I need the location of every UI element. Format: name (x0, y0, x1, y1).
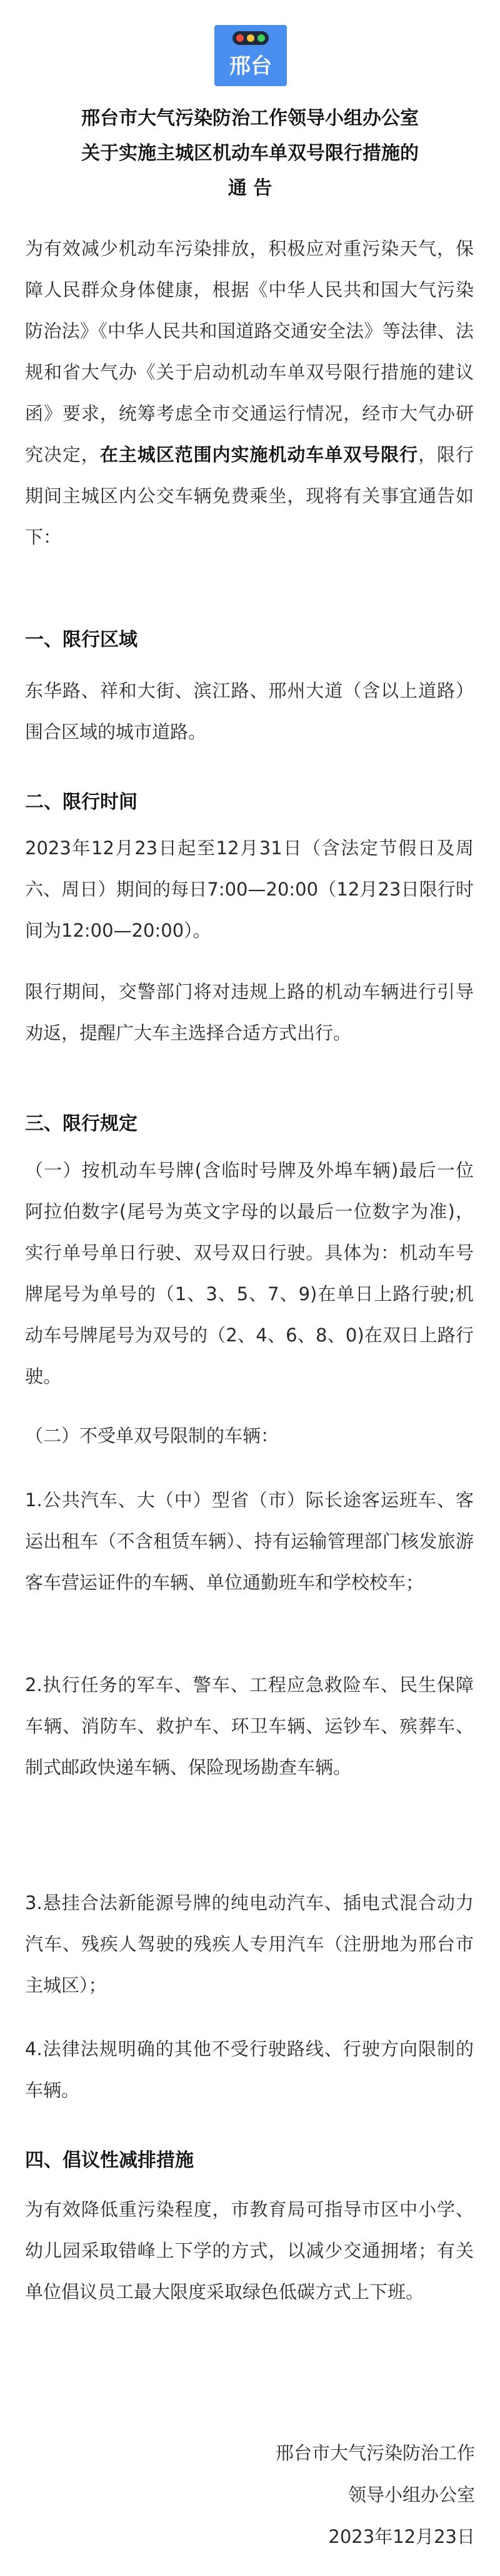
signature-org-line-1: 邢台市大气污染防治工作 (275, 2442, 475, 2464)
section-heading-area: 一、限行区域 (25, 629, 138, 651)
yellow-light-dot (247, 34, 254, 42)
green-light-dot (258, 34, 265, 42)
section-rules-paragraph-6: 4.法律法规明确的其他不受行驶路线、行驶方向限制的车辆。 (25, 2038, 474, 2101)
city-badge (214, 25, 287, 86)
traffic-light-icon (232, 31, 269, 45)
section-time-paragraph-1: 2023年12月23日起至12月31日（含法定节假日及周六、周日）期间的每日7:00—20:00（12月23日限行时间为12:00—20:00）。 (25, 837, 474, 941)
title-line-2: 关于实施主城区机动车单双号限行措施的 (81, 142, 419, 164)
section-rules-paragraph-2: （二）不受单双号限制的车辆： (25, 1425, 279, 1446)
section-heading-rules: 三、限行规定 (25, 1113, 138, 1135)
section-measures-paragraph: 为有效降低重污染程度，市教育局可指导市区中小学、幼儿园采取错峰上下学的方式，以减少交通拥堵；有关单位倡议员工最大限度采取绿色低碳方式上下班。 (25, 2199, 474, 2302)
badge-label: 邢台 (229, 54, 272, 79)
section-heading-time: 二、限行时间 (25, 791, 138, 813)
section-rules-paragraph-4: 2.执行任务的军车、警车、工程应急救险车、民生保障车辆、消防车、救护车、环卫车辆、运钞车、殡葬车、制式邮政快递车辆、保险现场勘查车辆。 (25, 1674, 474, 1778)
title-line-1: 邢台市大气污染防治工作领导小组办公室 (81, 107, 419, 129)
red-light-dot (236, 34, 244, 42)
section-area-paragraph: 东华路、祥和大街、滨江路、邢州大道（含以上道路）围合区域的城市道路。 (25, 680, 474, 743)
signature-date: 2023年12月23日 (328, 2526, 475, 2547)
section-heading-measures: 四、倡议性减排措施 (25, 2149, 194, 2171)
section-rules-paragraph-1: （一）按机动车号牌(含临时号牌及外埠车辆)最后一位阿拉伯数字(尾号为英文字母的以最后一位数字为准)，实行单号单日行驶、双号双日行驶。具体为：机动车号牌尾号为单号的（1、3、5、7、9)在单日上路行驶;机动车号牌尾号为双号的（2、4、6、8、0)在双日上路行驶。 (25, 1160, 474, 1387)
intro-text-before: 为有效减少机动车污染排放，积极应对重污染天气，保障人民群众身体健康，根据《中华人民共和国大气污染防治法》《中华人民共和国道路交通安全法》等法律、法规和省大气办《关于启动机动车单双号限行措施的建议函》要求，统筹考虑全市交通运行情况，经市大气办研究决定， (25, 238, 474, 465)
section-rules-paragraph-5: 3.悬挂合法新能源号牌的纯电动汽车、插电式混合动力汽车、残疾人驾驶的残疾人专用汽车（注册地为邢台市主城区）； (25, 1892, 474, 1996)
intro-text-after: ，限行期间主城区内公交车辆免费乘坐，现将有关事宜通告如下： (25, 444, 474, 548)
section-time-paragraph-2: 限行期间，交警部门将对违规上路的机动车辆进行引导劝返，提醒广大车主选择合适方式出行。 (25, 981, 474, 1044)
section-rules-paragraph-3: 1.公共汽车、大（中）型省（市）际长途客运班车、客运出租车（不含租赁车辆）、持有运输管理部门核发旅游客车营运证件的车辆、单位通勤班车和学校校车； (25, 1489, 474, 1593)
intro-text-bold: 在主城区范围内实施机动车单双号限行 (99, 444, 419, 465)
intro-paragraph (25, 228, 474, 558)
signature-org-line-2: 领导小组办公室 (348, 2484, 475, 2505)
title-line-3: 通 告 (228, 177, 272, 199)
